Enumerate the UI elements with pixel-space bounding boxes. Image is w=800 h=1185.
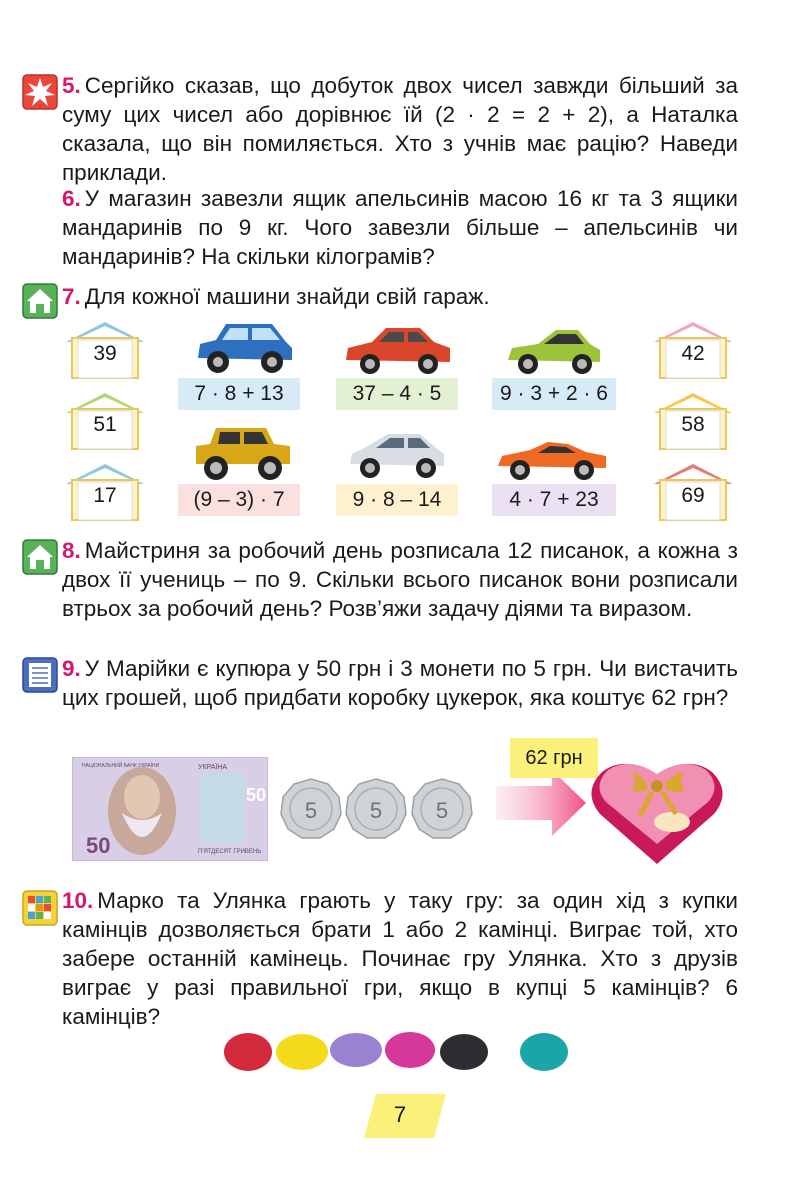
expression-box: 9 · 8 – 14 xyxy=(336,484,458,516)
garage-number: 58 xyxy=(681,413,705,436)
page-number-badge xyxy=(362,1092,448,1140)
banknote-value-corner: 50 xyxy=(246,785,267,805)
coin-image xyxy=(345,778,407,840)
red-sedan-image xyxy=(342,320,454,381)
garage-number: 42 xyxy=(681,342,705,365)
garage-51 xyxy=(64,391,146,451)
garage-number: 69 xyxy=(681,484,705,507)
notebook-icon xyxy=(22,657,58,693)
coin-image xyxy=(280,778,342,840)
arrow-icon xyxy=(496,768,588,838)
house-icon xyxy=(22,539,58,575)
coin-value: 5 xyxy=(304,798,318,823)
violet-pebble xyxy=(330,1033,382,1067)
garage-42 xyxy=(652,320,734,380)
task-number: 5. xyxy=(62,73,81,98)
coin-value: 5 xyxy=(435,798,449,823)
expression-box: 9 · 3 + 2 · 6 xyxy=(492,378,616,410)
banknote-bank: НАЦІОНАЛЬНИЙ БАНК УКРАЇНИ xyxy=(82,763,160,769)
price-tag: 62 грн xyxy=(510,738,598,778)
green-car-image xyxy=(504,324,604,381)
task-5 xyxy=(62,71,738,187)
garage-58 xyxy=(652,391,734,451)
task-9 xyxy=(62,654,738,712)
garage-69 xyxy=(652,462,734,522)
task-text: У Марійки є купюра у 50 грн і 3 монети по 5 грн. Чи вистачить цих грошей, щоб придбати коробку цукерок, яка коштує 62 грн? xyxy=(62,656,738,710)
task-number: 9. xyxy=(62,656,81,681)
task-text: Марко та Улянка грають у таку гру: за один хід з купки камінців дозволяється брати 1 або 2 камінці. Виграє той, хто забере останній камінець. Починає гру Улянка. Хто з друзів виграє у разі правильної гри, якщо в купці 5 камінців? 6 камінців? xyxy=(62,888,738,1029)
red-pebble xyxy=(224,1033,272,1071)
house-icon xyxy=(22,283,58,319)
banknote-words: П'ЯТДЕСЯТ ГРИВЕНЬ xyxy=(198,849,262,855)
yellow-jeep-image xyxy=(190,424,296,487)
expression-box: (9 – 3) · 7 xyxy=(178,484,300,516)
garage-number: 51 xyxy=(93,413,117,436)
silver-car-image xyxy=(346,428,448,485)
teal-pebble xyxy=(520,1033,568,1071)
task-8 xyxy=(62,536,738,623)
garage-number: 17 xyxy=(93,484,117,507)
task-10 xyxy=(62,886,738,1031)
task-number: 7. xyxy=(62,284,81,309)
orange-sports-car-image xyxy=(494,436,610,487)
banknote-value: 50 xyxy=(86,833,111,858)
coin-image xyxy=(411,778,473,840)
pink-pebble xyxy=(385,1032,435,1068)
task-number: 8. xyxy=(62,538,81,563)
expression-box: 37 – 4 · 5 xyxy=(336,378,458,410)
star-burst-icon xyxy=(22,74,58,110)
heart-candy-box-image xyxy=(586,752,728,870)
black-pebble xyxy=(440,1034,488,1070)
page-number: 7 xyxy=(393,1102,407,1127)
rubik-cube-icon xyxy=(22,890,58,926)
task-text: У магазин завезли ящик апельсинів масою 16 кг та 3 ящики мандаринів по 9 кг. Чого завезли більше – апельсинів чи мандаринів? На скільки кілограмів? xyxy=(62,186,738,269)
task-number: 6. xyxy=(62,186,81,211)
expression-box: 4 · 7 + 23 xyxy=(492,484,616,516)
yellow-pebble xyxy=(276,1034,328,1070)
task-text: Майстриня за робочий день розписала 12 писанок, а кожна з двох її учениць – по 9. Скільки всього писанок вони розписали втрьох за робочий день? Розв’яжи задачу діями та виразом. xyxy=(62,538,738,621)
banknote-country: УКРАЇНА xyxy=(198,764,228,771)
pebbles-image xyxy=(222,1026,572,1078)
expression-box: 7 · 8 + 13 xyxy=(178,378,300,410)
task-7 xyxy=(62,282,738,311)
task-text: Сергійко сказав, що добуток двох чисел завжди більший за суму цих чисел або дорівнює їй (2 · 2 = 2 + 2), а Наталка сказала, що він помиляється. Хто з учнів має рацію? Наведи приклади. xyxy=(62,73,738,185)
garage-39 xyxy=(64,320,146,380)
coin-value: 5 xyxy=(369,798,383,823)
garage-17 xyxy=(64,462,146,522)
garage-number: 39 xyxy=(93,342,117,365)
task-number: 10. xyxy=(62,888,94,913)
banknote-50-image xyxy=(72,757,268,861)
blue-car-image xyxy=(192,318,296,381)
task-text: Для кожної машини знайди свій гараж. xyxy=(84,284,490,309)
task-6 xyxy=(62,184,738,271)
